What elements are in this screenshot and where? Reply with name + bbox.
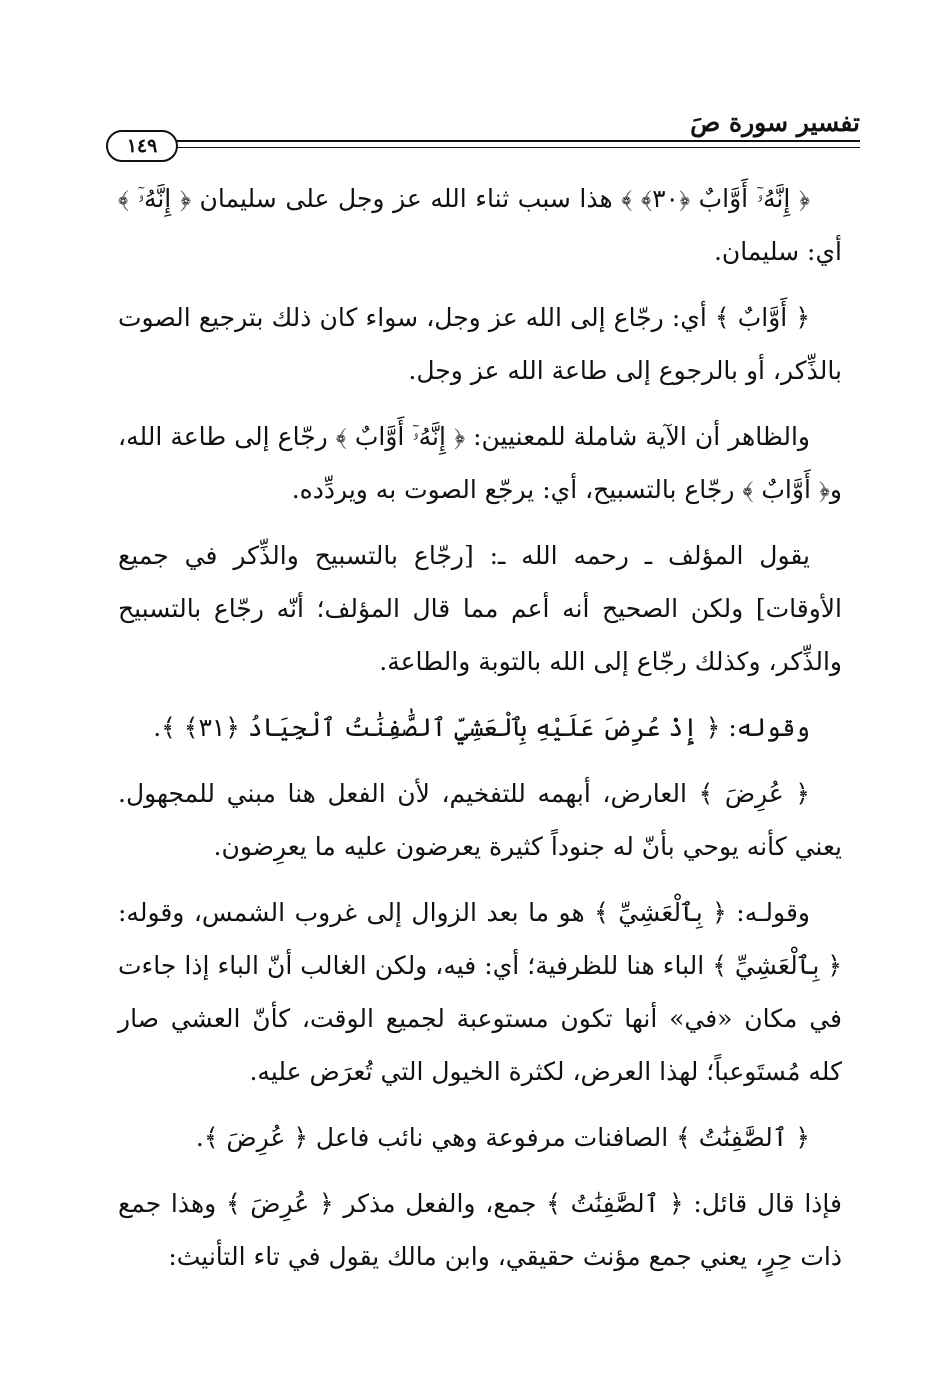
paragraph: وقوله: ﴿ إِذْ عُرِضَ عَلَيْهِ بِٱلْعَشِيِّ ٱلصَّٰفِنَٰتُ ٱلْجِيَادُ ﴿٣١﴾ ﴾. [153,713,810,742]
paragraph: وقولـه: ﴿ بِٱلْعَشِيِّ ﴾ هو ما بعد الزوال إلى غروب الشمس، وقوله: ﴿ بِٱلْعَشِيِّ ﴾ الباء هنا للظرفية؛ أي: فيه، ولكن الغالب أنّ الباء إذا جاءت في مكان «في» أنها تكون مستوعبة لجميع الوقت، كأنّ العشي صار كله مُستَوعباً؛ لهذا العرض، لكثرة الخيول التي تُعرَض عليه. [118,898,842,1086]
running-title: تفسير سورة صَ [690,108,860,137]
paragraph: ﴿ ٱلصَّٰفِنَٰتُ ﴾ الصافنات مرفوعة وهي نائب فاعل ﴿ عُرِضَ ﴾. [195,1123,810,1152]
paragraph: والظاهر أن الآية شاملة للمعنيين: ﴿ إِنَّهُۥٓ أَوَّابٌ ﴾ رجّاع إلى طاعة الله، و﴿ أَوَّابٌ ﴾ رجّاع بالتسبيح، أي: يرجّع الصوت به ويردِّده. [118,422,842,504]
page-number-badge [106,130,178,162]
paragraph: ﴿ إِنَّهُۥٓ أَوَّابٌ ﴿٣٠﴾ ﴾ هذا سبب ثناء الله عز وجل على سليمان ﴿ إِنَّهُۥٓ ﴾ أي: سليمان. [118,184,842,266]
header-rule [172,140,860,148]
paragraph: ﴿ أَوَّابٌ ﴾ أي: رجّاع إلى الله عز وجل، سواء كان ذلك بترجيع الصوت بالذِّكر، أو بالرجوع إلى طاعة الله عز وجل. [118,303,842,385]
paragraph: يقول المؤلف ـ رحمه الله ـ: [رجّاع بالتسبيح والذِّكر في جميع الأوقات] ولكن الصحيح أنه أعم مما قال المؤلف؛ أنّه رجّاع بالتسبيح والذِّكر، وكذلك رجّاع إلى الله بالتوبة والطاعة. [118,541,842,676]
page-number: ١٤٩ [126,135,158,157]
paragraph: فإذا قال قائل: ﴿ ٱلصَّٰفِنَٰتُ ﴾ جمع، والفعل مذكر ﴿ عُرِضَ ﴾ وهذا جمع ذات حِرٍ، يعني جمع مؤنث حقيقي، وابن مالك يقول في تاء التأنيث: [118,1189,842,1271]
paragraph: ﴿ عُرِضَ ﴾ العارض، أبهمه للتفخيم، لأن الفعل هنا مبني للمجهول. يعني كأنه يوحي بأنّ له جنوداً كثيرة يعرضون عليه ما يعرِضون. [118,779,842,861]
page-header [98,108,860,158]
page-body [118,172,842,1283]
